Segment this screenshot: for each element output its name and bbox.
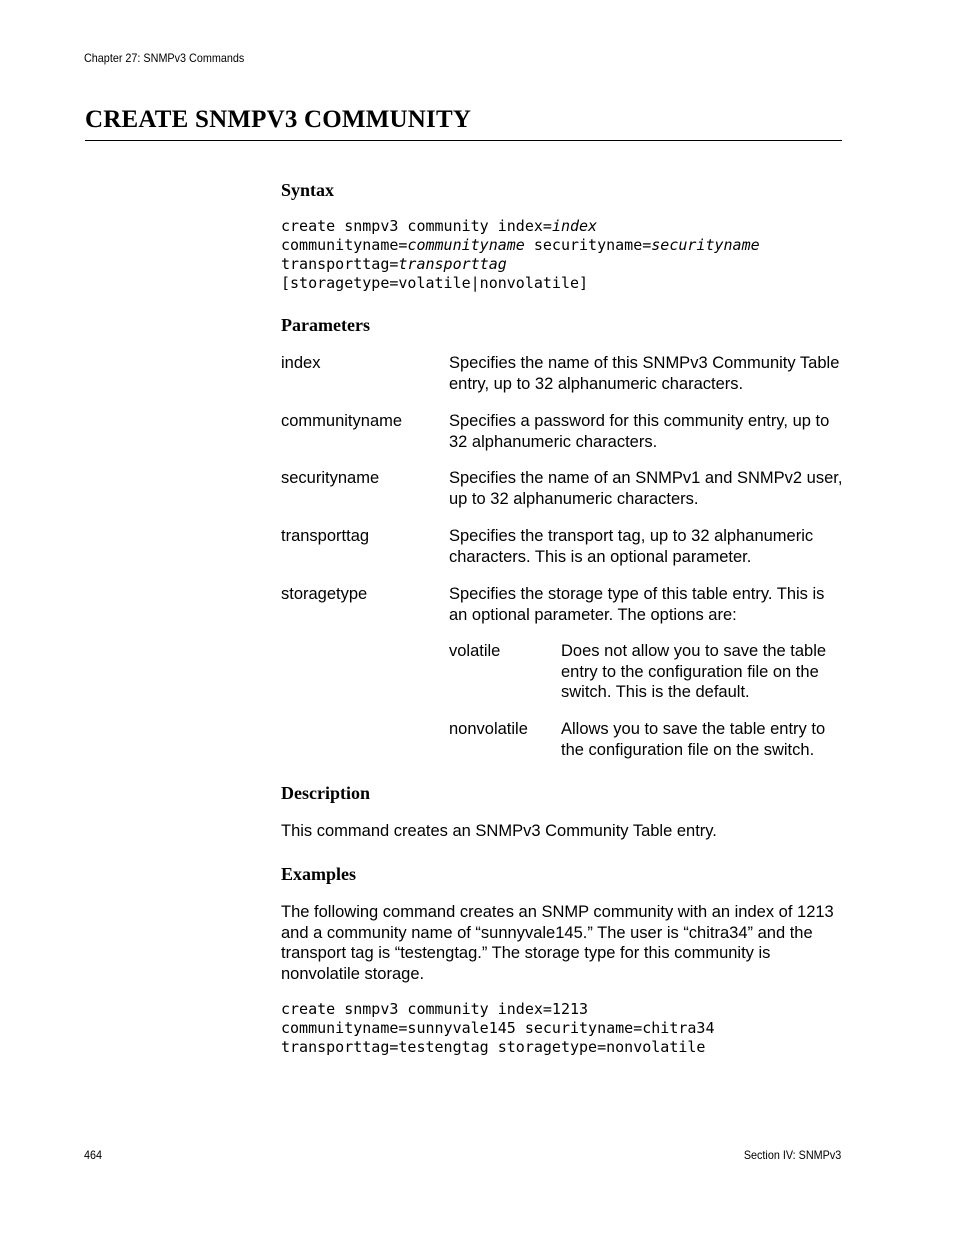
example-code-line2: communityname=sunnyvale145 securityname=chitra34: [281, 1019, 715, 1037]
param-desc-storagetype: Specifies the storage type of this table entry. This is an optional parameter. The options are:: [449, 585, 825, 624]
syntax-line2-cmd: communityname=: [281, 236, 408, 254]
parameters-heading: Parameters: [281, 315, 370, 335]
running-header: Chapter 27: SNMPv3 Commands: [84, 51, 245, 65]
param-name-storagetype: storagetype: [281, 585, 368, 603]
option-name-volatile: volatile: [449, 642, 501, 660]
param-name-communityname: communityname: [281, 412, 403, 430]
description-text: This command creates an SNMPv3 Community Table entry.: [281, 822, 717, 840]
title-rule: [85, 140, 842, 141]
option-desc-volatile: Does not allow you to save the table entry to the configuration file on the switch. This is the default.: [561, 642, 827, 701]
section-footer: Section IV: SNMPv3: [743, 1148, 841, 1162]
param-desc-securityname: Specifies the name of an SNMPv1 and SNMPv2 user, up to 32 alphanumeric characters.: [449, 469, 843, 508]
page-number: 464: [84, 1148, 103, 1162]
description-heading: Description: [281, 783, 370, 803]
param-name-securityname: securityname: [281, 469, 380, 487]
param-desc-communityname: Specifies a password for this community entry, up to 32 alphanumeric characters.: [449, 412, 830, 451]
syntax-line1-cmd: create snmpv3 community index=: [281, 217, 552, 235]
syntax-heading: Syntax: [281, 180, 335, 200]
example-code-line1: create snmpv3 community index=1213: [281, 1000, 589, 1018]
option-name-nonvolatile: nonvolatile: [449, 720, 528, 738]
syntax-line1-arg: index: [551, 217, 598, 235]
param-desc-index: Specifies the name of this SNMPv3 Community Table entry, up to 32 alphanumeric characters.: [449, 354, 840, 393]
syntax-line2-arg2: securityname: [651, 236, 760, 254]
param-desc-transporttag: Specifies the transport tag, up to 32 alphanumeric characters. This is an optional parameter.: [449, 527, 814, 566]
syntax-line2-cmd2: securityname=: [524, 236, 652, 254]
option-desc-nonvolatile: Allows you to save the table entry to the configuration file on the switch.: [561, 720, 826, 759]
syntax-line3-arg: transporttag: [398, 255, 507, 273]
syntax-line4: [storagetype=volatile|nonvolatile]: [281, 274, 589, 292]
syntax-line3-cmd: transporttag=: [281, 255, 399, 273]
examples-text: The following command creates an SNMP community with an index of 1213 and a community name of “sunnyvale145.” The user is “chitra34” and the transport tag is “testengtag.” The storage type for this community is nonvolatile storage.: [281, 903, 834, 983]
example-code: [281, 1000, 714, 1057]
page-title: CREATE SNMPV3 COMMUNITY: [85, 106, 472, 133]
param-name-index: index: [281, 354, 321, 372]
example-code-line3: transporttag=testengtag storagetype=nonvolatile: [281, 1038, 706, 1056]
syntax-line2-arg: communityname: [407, 236, 525, 254]
param-name-transporttag: transporttag: [281, 527, 370, 545]
syntax-code: [281, 217, 760, 293]
examples-heading: Examples: [281, 864, 357, 884]
